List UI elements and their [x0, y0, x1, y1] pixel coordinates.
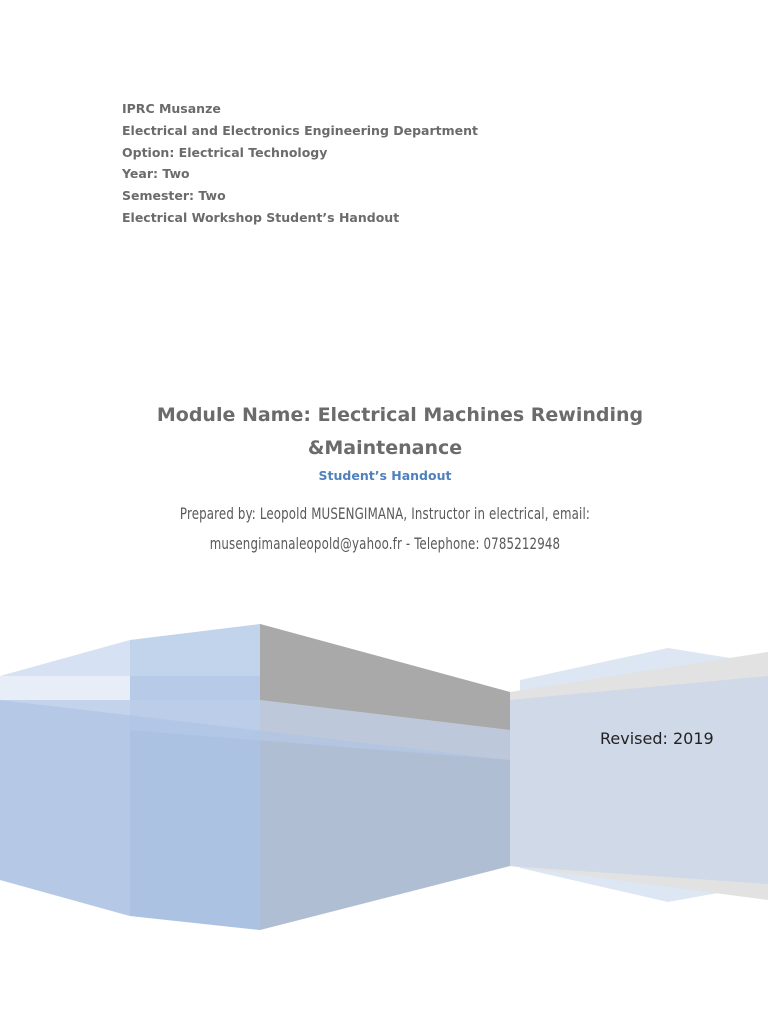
institution-name: IPRC Musanze	[122, 101, 221, 116]
module-subtitle: Student’s Handout	[318, 468, 452, 483]
year-line: Year: Two	[122, 166, 190, 182]
author-line-2: musengimanaleopold@yahoo.fr - Telephone: 0785212948	[209, 534, 561, 553]
option-line: Option: Electrical Technology	[122, 144, 328, 160]
author-line-1: Prepared by: Leopold MUSENGIMANA, Instructor in electrical, email:	[179, 504, 591, 523]
revised-date: Revised: 2019	[600, 729, 714, 748]
semester-line: Semester: Two	[122, 188, 226, 204]
institution-header	[122, 98, 722, 229]
graphic-blue-right-panel	[510, 676, 768, 884]
module-title-line-1: Module Name: Electrical Machines Rewinding	[156, 404, 644, 426]
module-title-line-2: &Maintenance	[307, 437, 463, 459]
handout-line: Electrical Workshop Student’s Handout	[122, 209, 400, 225]
department-name: Electrical and Electronics Engineering Department	[122, 122, 478, 138]
